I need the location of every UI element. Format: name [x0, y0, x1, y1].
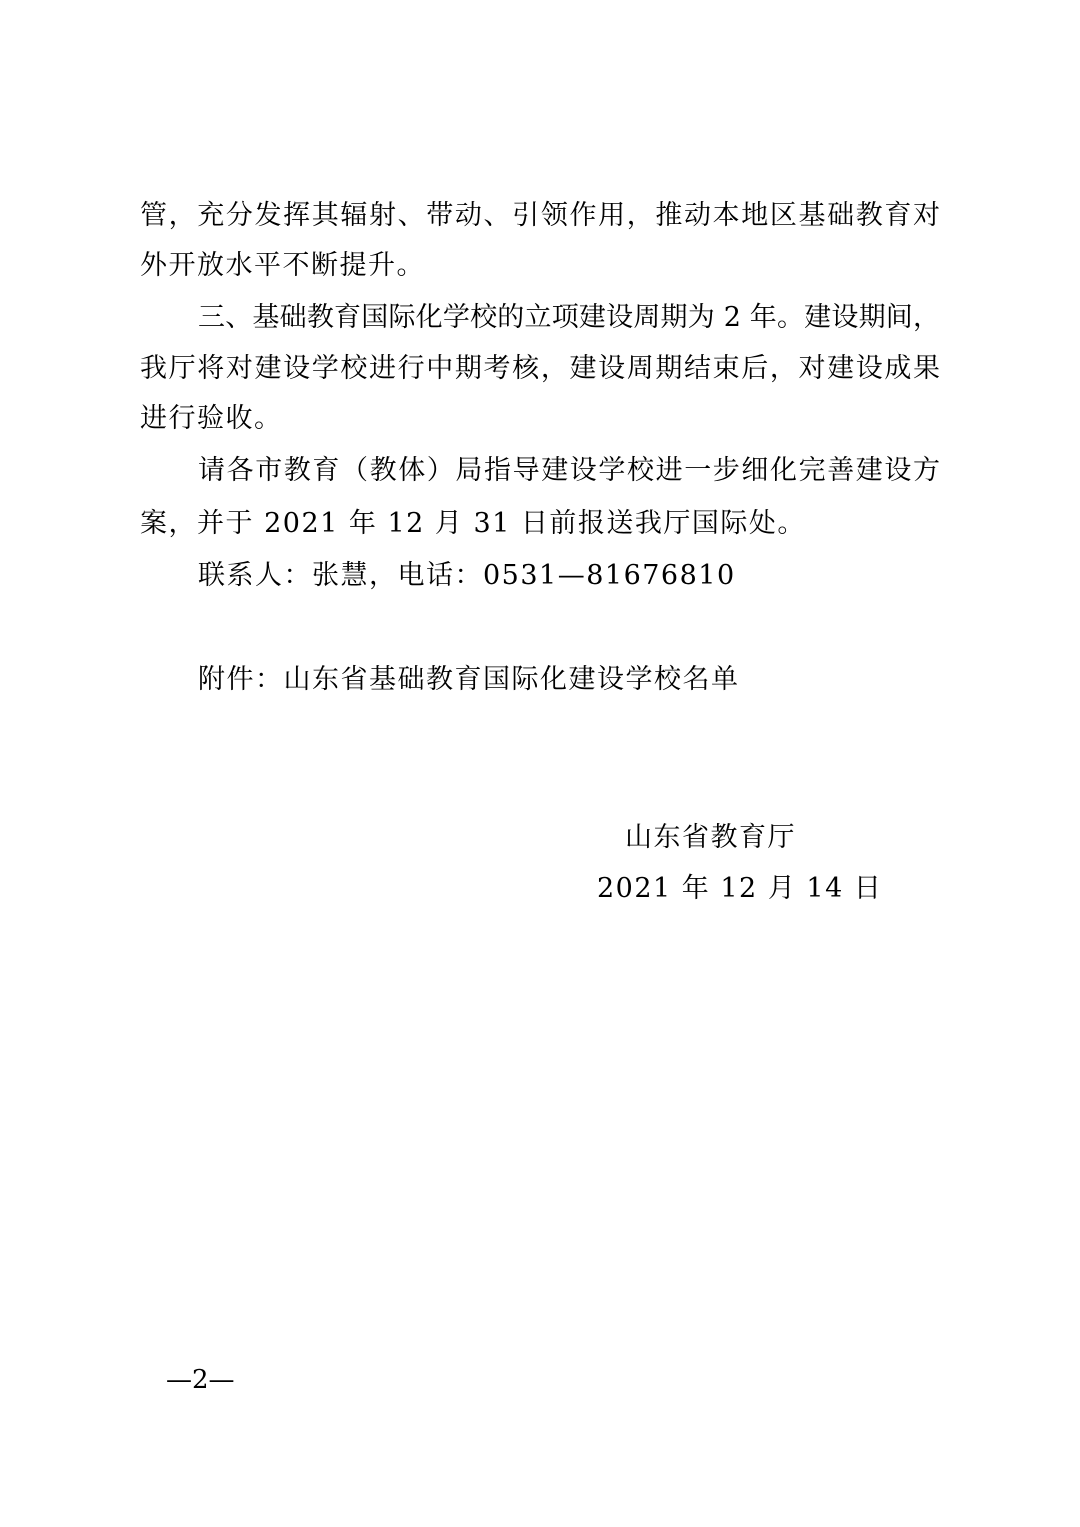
signature-organization: 山东省教育厅: [625, 822, 796, 853]
attachment-line: 附件：山东省基础教育国际化建设学校名单: [198, 664, 740, 695]
page-number: —2—: [166, 1365, 235, 1395]
paragraph-3-line-1: 请各市教育（教体）局指导建设学校进一步细化完善建设方: [198, 455, 940, 486]
paragraph-1-line-1: 管，充分发挥其辐射、带动、引领作用，推动本地区基础教育对: [140, 200, 940, 231]
paragraph-2-line-1: 三、基础教育国际化学校的立项建设周期为 2 年。建设期间，: [198, 302, 940, 333]
paragraph-2-line-3: 进行验收。: [140, 403, 283, 434]
paragraph-1-line-2: 外开放水平不断提升。: [140, 250, 425, 281]
paragraph-2-line-2: 我厅将对建设学校进行中期考核，建设周期结束后，对建设成果: [140, 353, 940, 384]
signature-date: 2021 年 12 月 14 日: [597, 873, 883, 904]
paragraph-3-line-2: 案，并于 2021 年 12 月 31 日前报送我厅国际处。: [140, 508, 806, 539]
contact-line: 联系人：张慧，电话：0531—81676810: [198, 560, 736, 591]
